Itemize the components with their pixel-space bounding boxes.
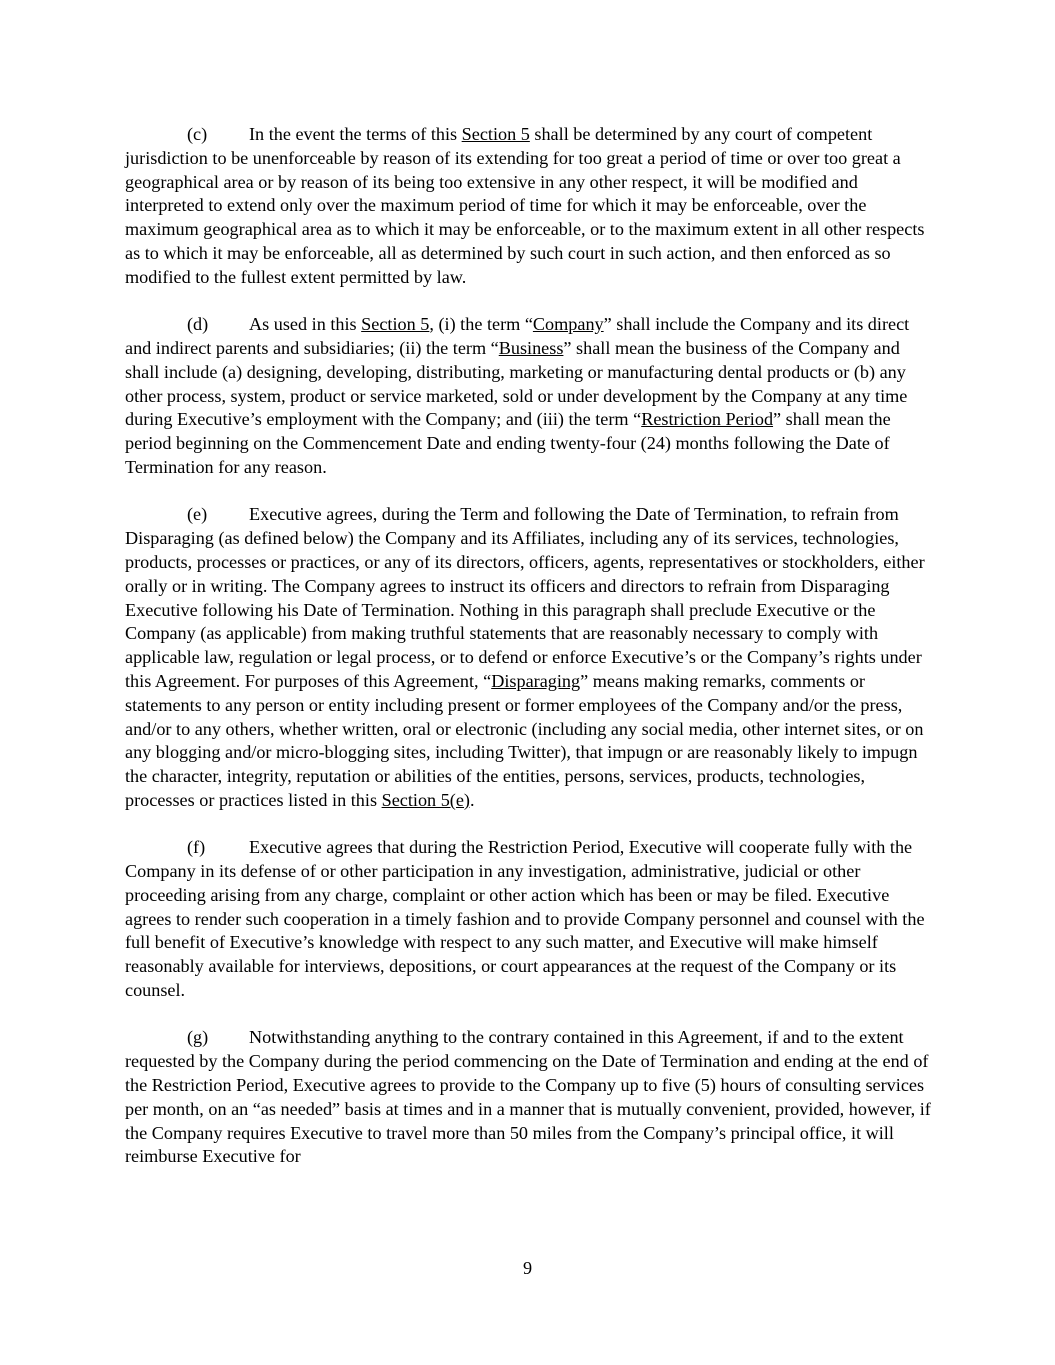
paragraph-text: Notwithstanding anything to the contrary contained in this Agreement, if and to the extent requested by the Company during the period commencing on the Date of Termination and ending at the end of the Restriction Period, Executive agrees to provide to the Company up to five (5) hours of consulting services per month, on an “as needed” basis at times and in a manner that is mutually convenient, provided, however, if the Company requires Executive to travel more than 50 miles from the Company’s principal office, it will reimburse Executive for bbox=[125, 1027, 931, 1167]
paragraph-text: shall be determined by any court of competent jurisdiction to be unenforceable by reason of its extending for too great a period of time or over too great a geographical area or by reason of its being too extensive in any other respect, it will be modified and interpreted to extend only over the maximum period of time for which it may be enforceable, over the maximum geographical area as to which it may be enforceable, or to the maximum extent in all other respects as to which it may be enforceable, all as determined by such court in such action, and then enforced as so modified to the fullest extent permitted by law. bbox=[125, 124, 925, 287]
paragraph-g bbox=[125, 1026, 933, 1169]
paragraph-marker: (f) bbox=[187, 837, 206, 858]
paragraph-text: , (i) the term “ bbox=[429, 314, 533, 335]
paragraph-text: ” shall mean the period beginning on the Commencement Date and ending twenty-four (24) months following the Date of Termination for any reason. bbox=[125, 409, 891, 477]
paragraph-text: As used in this bbox=[249, 314, 362, 335]
defined-term: Disparaging bbox=[491, 670, 581, 691]
paragraph-f bbox=[125, 836, 933, 1003]
paragraph-text: . bbox=[469, 789, 475, 810]
paragraph-marker: (g) bbox=[187, 1027, 209, 1048]
paragraph-marker: (d) bbox=[187, 314, 209, 335]
section-reference: Section 5 bbox=[461, 124, 530, 144]
paragraph-marker: (c) bbox=[187, 124, 208, 144]
document-page bbox=[125, 123, 933, 1193]
paragraph-marker: (e) bbox=[187, 504, 208, 525]
section-reference: Section 5(e) bbox=[381, 789, 470, 810]
paragraph-d bbox=[125, 313, 933, 480]
paragraph-text: Executive agrees, during the Term and following the Date of Termination, to refrain from Disparaging (as defined below) the Company and its Affiliates, including any of its services, technologies, products, processes or practices, or any of its directors, officers, agents, representatives or stockholders, either orally or in writing. The Company agrees to instruct its officers and directors to refrain from Disparaging Executive following his Date of Termination. Nothing in this paragraph shall preclude Executive or the Company (as applicable) from making truthful statements that are reasonably necessary to comply with applicable law, regulation or legal process, or to defend or enforce Executive’s or the Company’s rights under this Agreement. For purposes of this Agreement, “ bbox=[125, 504, 925, 691]
paragraph-text: ” shall include the Company and its direct and indirect parents and subsidiaries; (ii) the term “ bbox=[125, 314, 910, 358]
defined-term: Restriction Period bbox=[641, 409, 774, 430]
defined-term: Business bbox=[498, 337, 564, 358]
section-reference: Section 5 bbox=[361, 314, 430, 335]
paragraph-e bbox=[125, 503, 933, 812]
paragraph-c bbox=[125, 123, 933, 290]
paragraph-text: In the event the terms of this bbox=[249, 124, 462, 144]
defined-term: Company bbox=[532, 314, 604, 335]
paragraph-text: ” shall mean the business of the Company and shall include (a) designing, developing, distributing, marketing or manufacturing dental products or (b) any other process, system, product or service marketed, sold or under development by the Company at any time during Executive’s employment with the Company; and (iii) the term “ bbox=[125, 337, 908, 430]
paragraph-text: ” means making remarks, comments or statements to any person or entity including present or former employees of the Company and/or the press, and/or to any others, whether written, oral or electronic (including any social media, other internet sites, or on any blogging and/or micro-blogging sites, including Twitter), that impugn or are reasonably likely to impugn the character, integrity, reputation or abilities of the entities, persons, services, products, technologies, processes or practices listed in this bbox=[125, 670, 924, 810]
page-number: 9 bbox=[522, 1258, 533, 1278]
paragraph-text: Executive agrees that during the Restriction Period, Executive will cooperate fully with the Company in its defense of or other participation in any investigation, administrative, judicial or other proceeding arising from any charge, complaint or other action which has been or may be filed. Executive agrees to render such cooperation in a timely fashion and to provide Company personnel and counsel with the full benefit of Executive’s knowledge with respect to any such matter, and Executive will make himself reasonably available for interviews, depositions, or court appearances at the request of the Company or its counsel. bbox=[125, 837, 925, 1001]
